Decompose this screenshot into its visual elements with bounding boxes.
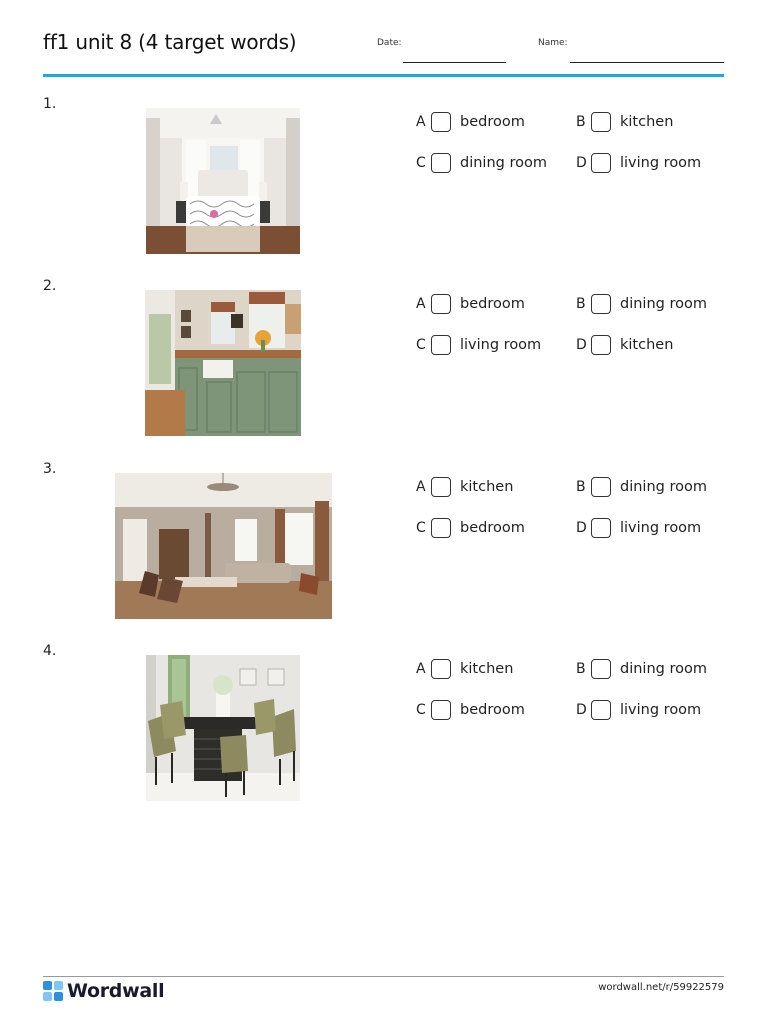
dining-room-photo [146, 655, 300, 801]
question-number: 2. [43, 278, 57, 294]
option-letter: A [416, 479, 426, 495]
option-c[interactable] [416, 151, 547, 175]
option-b[interactable] [576, 475, 707, 499]
option-text: bedroom [460, 520, 525, 536]
answer-checkbox[interactable] [591, 518, 611, 538]
option-d[interactable] [576, 151, 701, 175]
option-text: dining room [460, 155, 547, 171]
option-text: living room [620, 155, 702, 171]
date-field-line [403, 62, 506, 63]
date-label: Date: [377, 38, 402, 48]
option-text: bedroom [460, 296, 525, 312]
option-letter: D [576, 155, 587, 171]
option-letter: B [576, 114, 586, 130]
kitchen-photo [145, 290, 301, 436]
option-text: kitchen [620, 337, 674, 353]
option-letter: A [416, 114, 426, 130]
option-text: dining room [620, 661, 707, 677]
header-divider [43, 74, 724, 77]
answer-checkbox[interactable] [431, 700, 451, 720]
option-letter: B [576, 296, 586, 312]
option-d[interactable] [576, 698, 701, 722]
option-text: kitchen [460, 479, 514, 495]
option-text: dining room [620, 479, 707, 495]
option-a[interactable] [416, 657, 513, 681]
answer-checkbox[interactable] [431, 112, 451, 132]
option-a[interactable] [416, 110, 525, 134]
answer-checkbox[interactable] [591, 294, 611, 314]
wordwall-logo[interactable] [43, 980, 164, 1002]
answer-checkbox[interactable] [431, 294, 451, 314]
option-letter: D [576, 337, 587, 353]
brand-name: Wordwall [67, 980, 165, 1002]
answer-checkbox[interactable] [591, 153, 611, 173]
name-label: Name: [538, 38, 568, 48]
option-text: bedroom [460, 702, 525, 718]
option-text: living room [620, 702, 702, 718]
option-letter: B [576, 479, 586, 495]
answer-checkbox[interactable] [591, 112, 611, 132]
option-letter: A [416, 661, 426, 677]
answer-checkbox[interactable] [431, 659, 451, 679]
worksheet-title: ff1 unit 8 (4 target words) [43, 30, 297, 54]
option-text: dining room [620, 296, 707, 312]
option-text: bedroom [460, 114, 525, 130]
question-number: 4. [43, 643, 57, 659]
wordwall-grid-icon [43, 981, 63, 1001]
option-a[interactable] [416, 292, 525, 316]
question-number: 3. [43, 461, 57, 477]
option-c[interactable] [416, 516, 525, 540]
option-letter: D [576, 702, 587, 718]
living-room-photo [115, 473, 332, 619]
option-b[interactable] [576, 657, 707, 681]
resource-url[interactable]: wordwall.net/r/59922579 [598, 982, 724, 993]
name-field-line [570, 62, 724, 63]
option-text: living room [620, 520, 702, 536]
footer-divider [43, 976, 724, 977]
answer-checkbox[interactable] [431, 518, 451, 538]
answer-checkbox[interactable] [591, 477, 611, 497]
option-b[interactable] [576, 292, 707, 316]
option-letter: D [576, 520, 587, 536]
option-c[interactable] [416, 698, 525, 722]
answer-checkbox[interactable] [431, 477, 451, 497]
option-a[interactable] [416, 475, 513, 499]
bedroom-photo [146, 108, 300, 254]
option-d[interactable] [576, 516, 701, 540]
question-number: 1. [43, 96, 57, 112]
option-text: kitchen [620, 114, 674, 130]
option-text: living room [460, 337, 542, 353]
answer-checkbox[interactable] [431, 335, 451, 355]
option-letter: B [576, 661, 586, 677]
option-b[interactable] [576, 110, 673, 134]
answer-checkbox[interactable] [431, 153, 451, 173]
option-letter: A [416, 296, 426, 312]
option-d[interactable] [576, 333, 673, 357]
option-letter: C [416, 702, 426, 718]
answer-checkbox[interactable] [591, 659, 611, 679]
answer-checkbox[interactable] [591, 700, 611, 720]
option-letter: C [416, 337, 426, 353]
option-text: kitchen [460, 661, 514, 677]
answer-checkbox[interactable] [591, 335, 611, 355]
option-c[interactable] [416, 333, 541, 357]
option-letter: C [416, 520, 426, 536]
option-letter: C [416, 155, 426, 171]
